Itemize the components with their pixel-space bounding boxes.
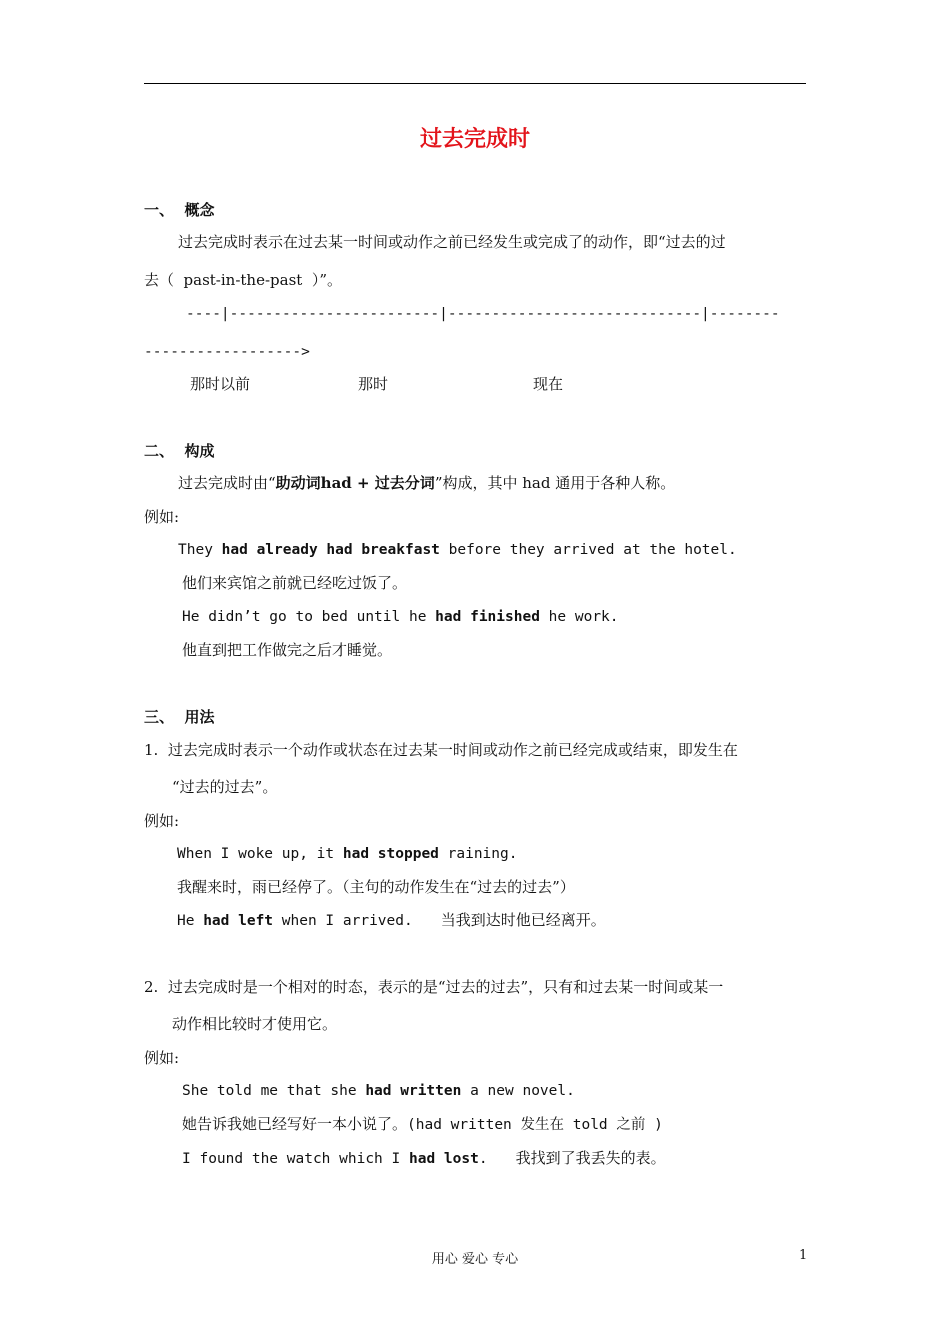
example-sentence-5: She told me that she had written a new novel.	[182, 1083, 575, 1099]
example-label: 例如:	[144, 812, 180, 830]
example-label: 例如:	[144, 508, 180, 526]
page-title: 过去完成时	[419, 126, 530, 152]
section-heading-usage: 三、 用法	[144, 708, 215, 726]
usage-2-line1: 2. 过去完成时是一个相对的时态，表示的是“过去的过去”，只有和过去某一时间或某一	[144, 978, 724, 996]
example-sentence-4: He had left when I arrived. 当我到达时他已经离开。	[177, 911, 606, 929]
example-translation-3: 我醒来时，雨已经停了。（主句的动作发生在“过去的过去”）	[177, 878, 575, 896]
footer-text: 用心 爱心 专心	[431, 1252, 519, 1267]
timeline-line1: ----|------------------------|-----------------------------|--------	[186, 306, 780, 322]
example-sentence-6: I found the watch which I had lost. 我找到了我丢失的表。	[182, 1149, 666, 1167]
example-translation-5: 她告诉我她已经写好一本小说了。(had written 发生在 told 之前 )	[182, 1115, 663, 1133]
example-sentence-1: They had already had breakfast before they arrived at the hotel.	[178, 542, 737, 558]
usage-1-line2: “过去的过去”。	[172, 778, 278, 796]
example-label: 例如:	[144, 1049, 180, 1067]
usage-2-line2: 动作相比较时才使用它。	[172, 1015, 338, 1033]
section-heading-form: 二、 构成	[144, 442, 215, 460]
timeline-label-then: 那时	[358, 375, 389, 393]
header-rule	[144, 83, 806, 84]
example-translation-2: 他直到把工作做完之后才睡觉。	[182, 641, 393, 659]
page-number: 1	[799, 1248, 808, 1263]
timeline-label-now: 现在	[533, 375, 564, 393]
usage-1-line1: 1. 过去完成时表示一个动作或状态在过去某一时间或动作之前已经完成或结束，即发生在	[144, 741, 738, 759]
example-translation-1: 他们来宾馆之前就已经吃过饭了。	[182, 574, 408, 592]
example-sentence-2: He didn’t go to bed until he had finished he work.	[182, 609, 619, 625]
concept-paragraph-line2: 去（ past-in-the-past ）”。	[144, 271, 343, 289]
example-sentence-3: When I woke up, it had stopped raining.	[177, 846, 518, 862]
timeline-line2: ------------------>	[144, 344, 310, 360]
timeline-label-before: 那时以前	[190, 375, 251, 393]
section-heading-concept: 一、 概念	[144, 201, 215, 219]
concept-paragraph-line1: 过去完成时表示在过去某一时间或动作之前已经发生或完成了的动作，即“过去的过	[178, 233, 726, 251]
form-paragraph: 过去完成时由“助动词had + 过去分词”构成，其中 had 通用于各种人称。	[178, 474, 676, 492]
